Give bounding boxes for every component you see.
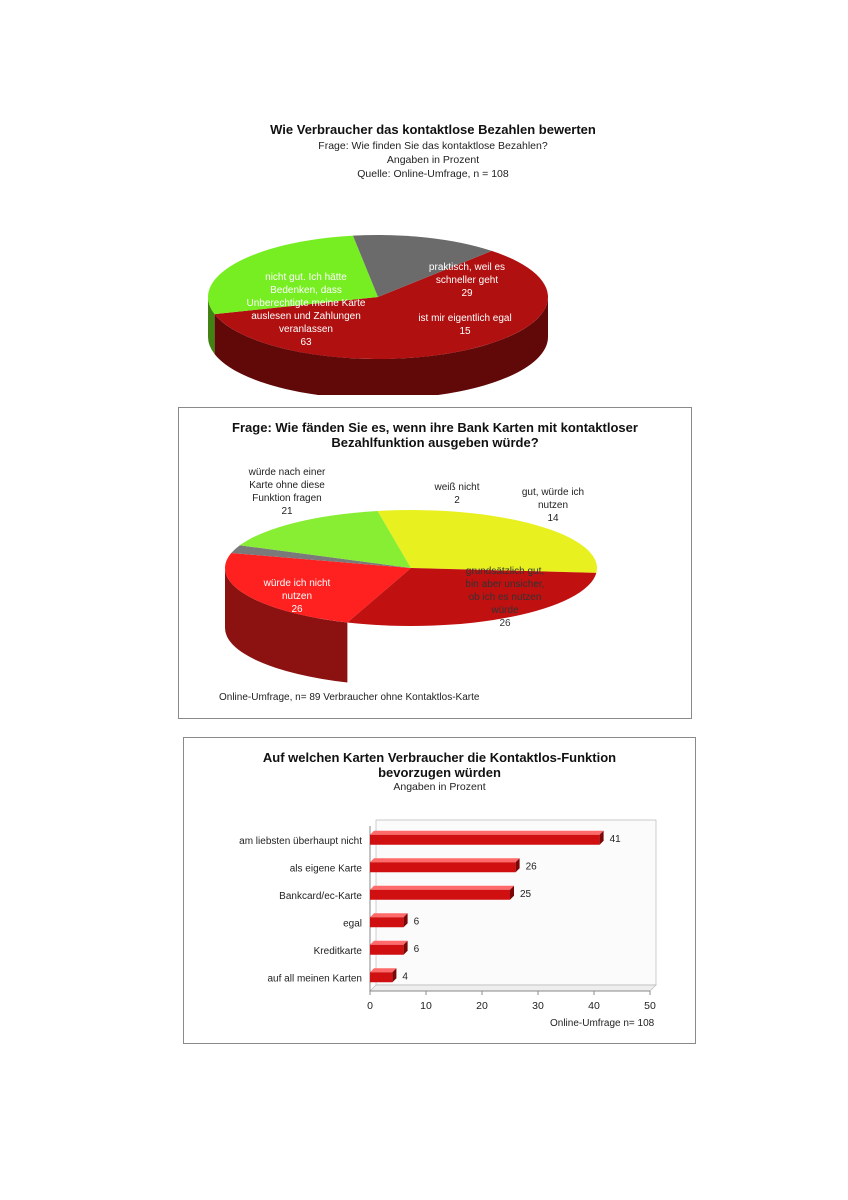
chart3-footnote: Online-Umfrage n= 108 [550,1018,655,1029]
pie-label-1: weiß nicht 2 [434,482,480,506]
pie-label-3: grundsätzlich gut, bin aber unsicher, ob ich es nutzen würde 26 [465,566,545,629]
bar-top-face [370,831,604,835]
chart3-subtitle: Angaben in Prozent [393,781,486,793]
pie-label-1: praktisch, weil es schneller geht 29 [428,262,506,299]
chart3-title-line-2: bevorzugen würden [378,765,501,780]
chart2-frame [178,407,692,719]
category-label-2: Bankcard/ec-Karte [279,890,362,902]
value-label-2: 25 [520,888,532,900]
chart3-title-block [184,750,695,794]
x-tick-label-0: 0 [367,1000,373,1012]
pie-label-0: würde nach einer Karte ohne diese Funktion fragen 21 [248,467,326,517]
x-tick-label-1: 10 [420,1000,432,1012]
plot-floor [370,985,656,991]
bar-top-face [370,941,408,945]
x-tick-label-2: 20 [476,1000,488,1012]
chart2-title-line-2: Bezahlfunktion ausgeben würde? [331,435,539,450]
chart2-title-line-1: Frage: Wie fänden Sie es, wenn ihre Bank Karten mit kontaktloser [232,420,638,435]
x-tick-label-3: 30 [532,1000,544,1012]
chart1-subtitle-2: Angaben in Prozent [386,154,480,166]
value-label-1: 26 [525,861,537,873]
bar-top-face [370,913,408,917]
bar-chart-3 [184,818,694,1023]
pie-chart-1 [190,225,570,395]
category-label-1: als eigene Karte [289,863,362,875]
chart3-frame [183,737,696,1044]
pie-label-4: würde ich nicht nutzen 26 [263,578,331,615]
bar-0 [370,835,600,845]
bar-top-face [370,968,396,972]
pie-slice-3 [378,510,597,573]
x-tick-label-5: 50 [644,1000,656,1012]
x-tick-label-4: 40 [588,1000,600,1012]
chart3-title-line-1: Auf welchen Karten Verbraucher die Kontaktlos-Funktion [262,750,617,765]
chart1-subtitle-1: Frage: Wie finden Sie das kontaktlose Bezahlen? [318,140,548,152]
value-label-0: 41 [609,833,621,845]
chart1-subtitle-3: Quelle: Online-Umfrage, n = 108 [357,168,509,180]
value-label-5: 4 [402,971,408,983]
bar-4 [370,945,404,955]
bar-2 [370,890,510,900]
chart2-title-block [179,420,691,450]
bar-top-face [370,858,520,862]
bar-1 [370,862,516,872]
category-label-4: Kreditkarte [313,945,362,957]
value-label-4: 6 [413,943,420,955]
category-label-0: am liebsten überhaupt nicht [239,835,362,847]
pie-label-0: nicht gut. Ich hätte Bedenken, dass Unberechtigte meine Karte auslesen und Zahlungen veranlassen 63 [246,272,366,348]
chart2-footnote: Online-Umfrage, n= 89 Verbraucher ohne Kontaktlos-Karte [219,692,480,703]
bar-top-face [370,886,514,890]
value-label-3: 6 [413,916,420,928]
bar-5 [370,972,392,982]
pie-label-2: gut, würde ich nutzen 14 [521,487,585,524]
category-label-5: auf all meinen Karten [267,973,362,985]
pie-label-2: ist mir eigentlich egal 15 [418,313,512,337]
category-label-3: egal [343,918,362,930]
chart1-title-block [200,122,666,181]
chart1-title: Wie Verbraucher das kontaktlose Bezahlen bewerten [270,122,596,137]
bar-3 [370,917,404,927]
pie-chart-2 [199,463,669,693]
